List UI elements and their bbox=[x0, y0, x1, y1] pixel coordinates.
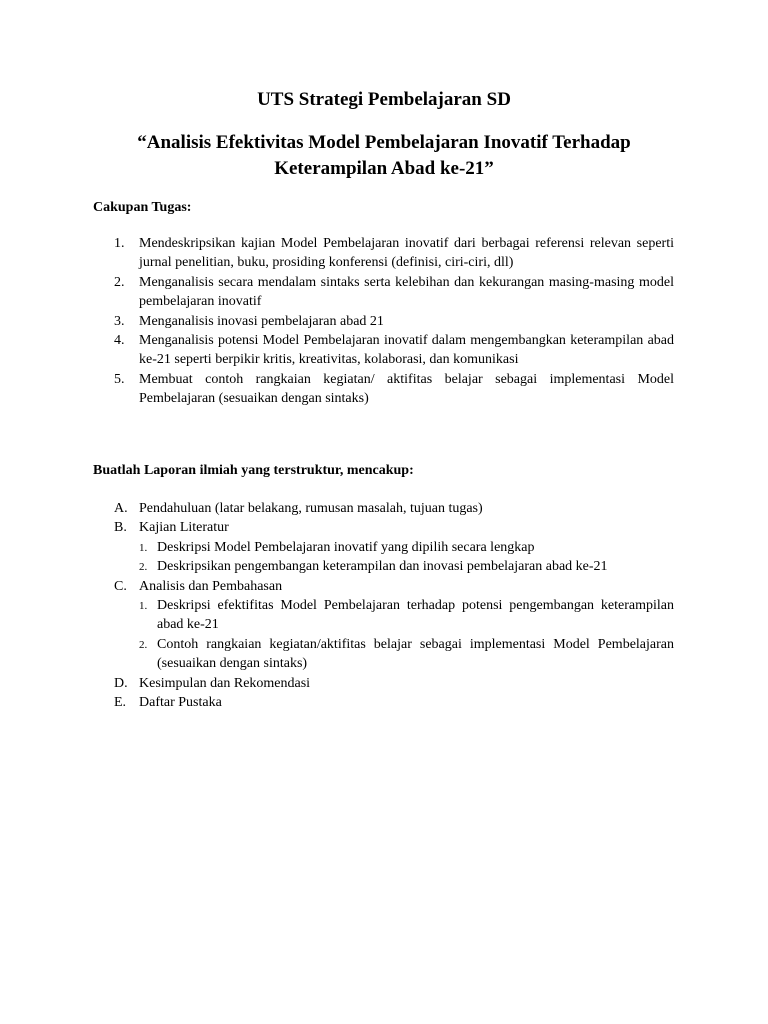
document-title: UTS Strategi Pembelajaran SD bbox=[257, 89, 511, 110]
sublist-item-text: Deskripsikan pengembangan keterampilan dan inovasi pembelajaran abad ke-21 bbox=[157, 559, 608, 575]
scope-heading: Cakupan Tugas: bbox=[93, 200, 192, 215]
list-item bbox=[93, 331, 674, 370]
report-list bbox=[93, 499, 674, 712]
sublist-item-text: Contoh rangkaian kegiatan/aktifitas belajar sebagai implementasi Model Pembelajaran (sesuaikan dengan sintaks) bbox=[157, 636, 674, 672]
sublist-marker: 2. bbox=[139, 561, 148, 574]
list-item bbox=[93, 312, 674, 331]
sublist bbox=[139, 538, 674, 577]
list-marker: B. bbox=[114, 520, 127, 536]
report-heading: Buatlah Laporan ilmiah yang terstruktur, mencakup: bbox=[93, 463, 414, 478]
list-item bbox=[93, 518, 674, 576]
sublist-item bbox=[139, 596, 674, 635]
sublist bbox=[139, 596, 674, 674]
list-item-text: Analisis dan Pembahasan bbox=[139, 578, 283, 594]
scope-list bbox=[93, 234, 674, 409]
list-item bbox=[93, 273, 674, 312]
list-item bbox=[93, 370, 674, 409]
list-marker: 2. bbox=[114, 274, 125, 290]
list-marker: 1. bbox=[114, 236, 125, 251]
list-item bbox=[93, 674, 674, 693]
list-marker: 3. bbox=[114, 313, 125, 329]
list-marker: A. bbox=[114, 501, 128, 516]
list-marker: 4. bbox=[114, 333, 125, 349]
document-subtitle: “Analisis Efektivitas Model Pembelajaran Inovatif Terhadap Keterampilan Abad ke-21” bbox=[137, 132, 631, 179]
sublist-item bbox=[139, 557, 674, 576]
list-item bbox=[93, 693, 674, 712]
sublist-item bbox=[139, 538, 674, 557]
list-item-text: Menganalisis potensi Model Pembelajaran inovatif dalam mengembangkan keterampilan abad ke-21 seperti berpikir kritis, kreativitas, kolaborasi, dan komunikasi bbox=[139, 333, 674, 368]
list-item bbox=[93, 499, 674, 518]
list-marker: D. bbox=[114, 675, 128, 691]
sublist-item-text: Deskripsi Model Pembelajaran inovatif yang dipilih secara lengkap bbox=[157, 539, 535, 555]
list-item-text: Menganalisis inovasi pembelajaran abad 21 bbox=[139, 313, 384, 329]
sublist-marker: 1. bbox=[139, 600, 148, 613]
list-marker: 5. bbox=[114, 371, 125, 387]
list-item bbox=[93, 234, 674, 273]
list-item-text: Membuat contoh rangkaian kegiatan/ aktifitas belajar sebagai implementasi Model Pembelajaran (sesuaikan dengan sintaks) bbox=[139, 371, 674, 407]
sublist-item-text: Deskripsi efektifitas Model Pembelajaran terhadap potensi pengembangan keterampilan abad ke-21 bbox=[157, 598, 674, 633]
list-item bbox=[93, 577, 674, 674]
sublist-marker: 2. bbox=[139, 638, 148, 651]
sublist-item bbox=[139, 635, 674, 674]
list-item-text: Daftar Pustaka bbox=[139, 695, 222, 711]
list-item-text: Kesimpulan dan Rekomendasi bbox=[139, 675, 311, 691]
list-item-text: Menganalisis secara mendalam sintaks serta kelebihan dan kekurangan masing-masing model pembelajaran inovatif bbox=[139, 274, 674, 310]
sublist-marker: 1. bbox=[139, 541, 148, 554]
list-marker: C. bbox=[114, 578, 127, 594]
list-item-text: Pendahuluan (latar belakang, rumusan masalah, tujuan tugas) bbox=[139, 501, 483, 516]
list-marker: E. bbox=[114, 695, 127, 711]
list-item-text: Kajian Literatur bbox=[139, 520, 229, 536]
list-item-text: Mendeskripsikan kajian Model Pembelajaran inovatif dari berbagai referensi relevan seperti jurnal penelitian, buku, prosiding konferensi (definisi, ciri-ciri, dll) bbox=[139, 236, 674, 271]
